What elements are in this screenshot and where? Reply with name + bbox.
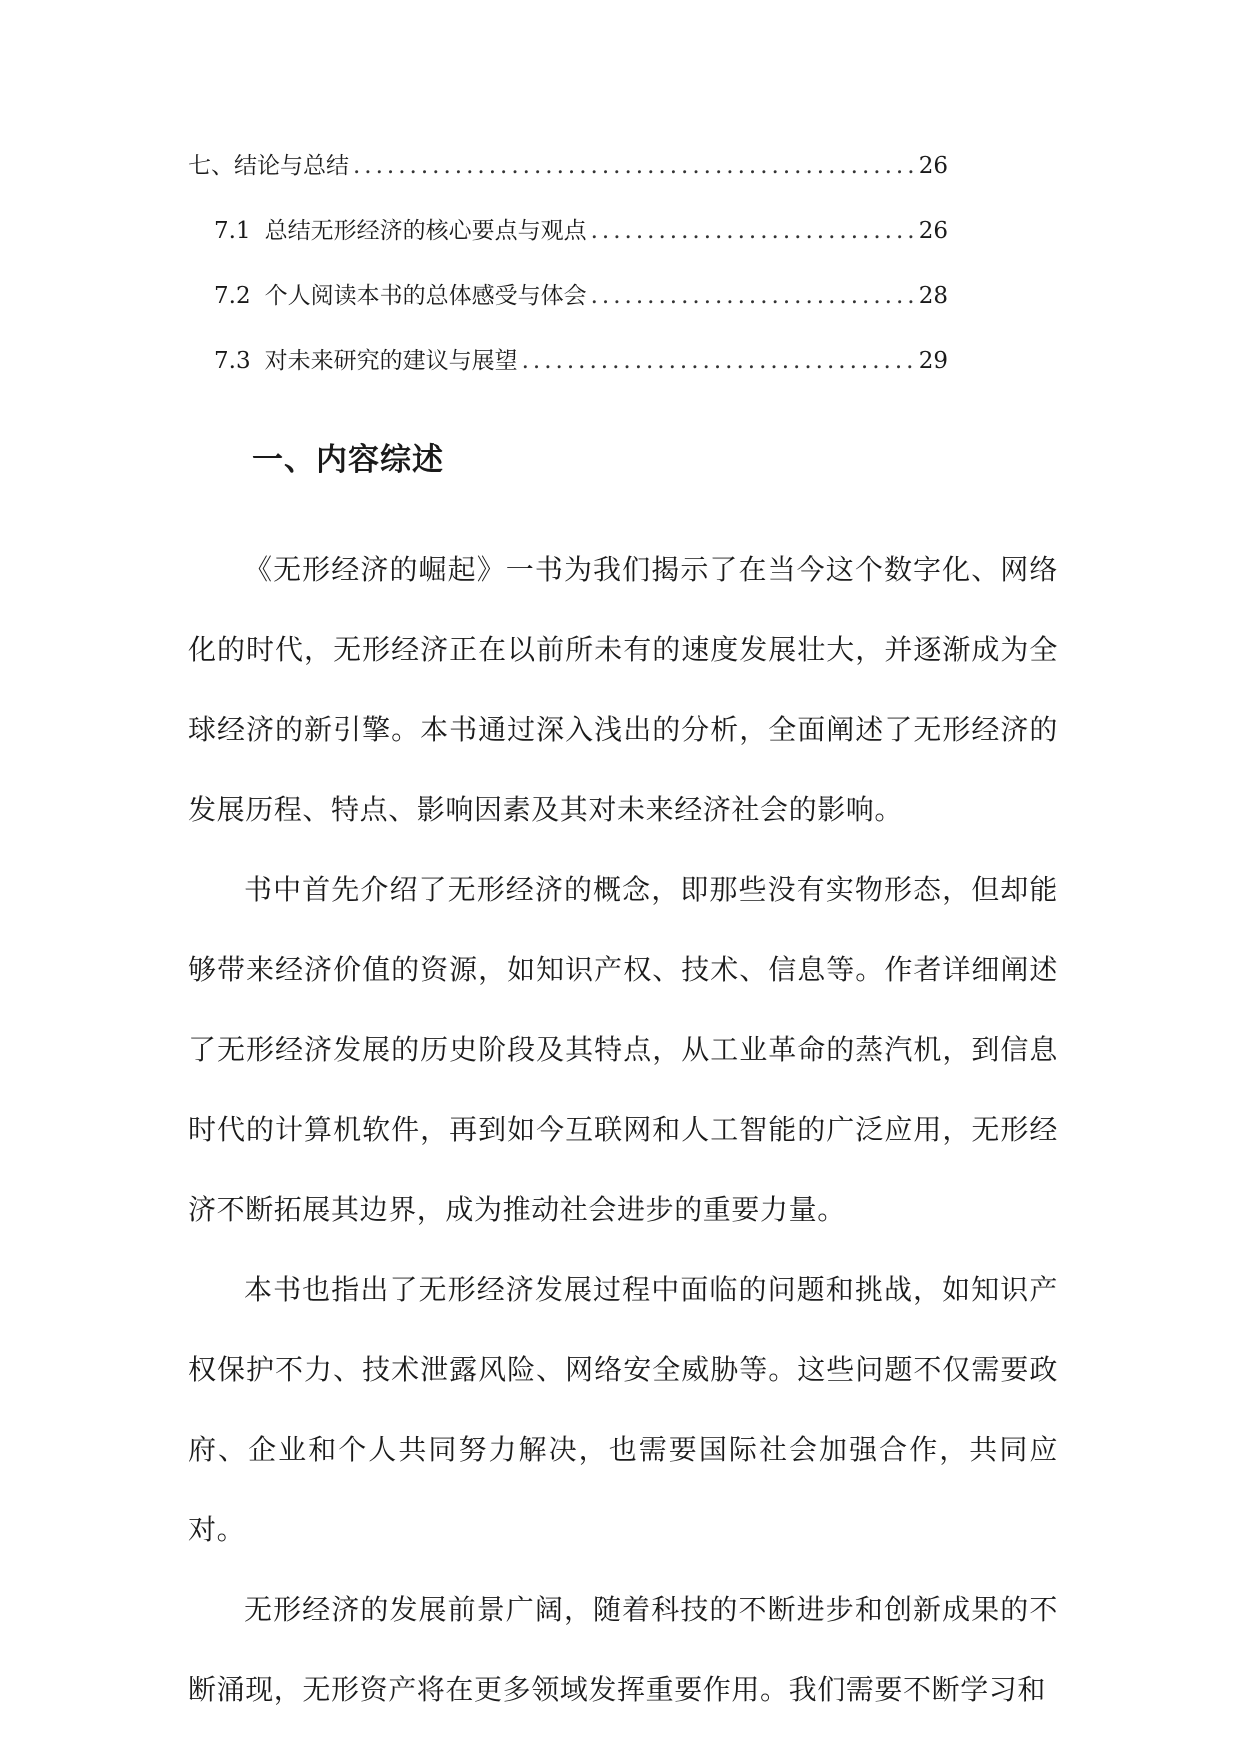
toc-entry-number: 7.2 (214, 283, 251, 309)
toc-entry-number: 七、 (188, 153, 234, 179)
section-heading: 一、内容综述 (252, 442, 444, 478)
toc-entry-page: 28 (918, 283, 948, 309)
toc-dot-leader (522, 341, 915, 381)
toc-entry-page: 29 (918, 348, 948, 374)
toc-entry-title: 结论与总结 (234, 153, 349, 179)
body-paragraph: 书中首先介绍了无形经济的概念，即那些没有实物形态，但却能够带来经济价值的资源，如知识产权、技术、信息等。作者详细阐述了无形经济发展的历史阶段及其特点，从工业革命的蒸汽机，到信息时代的计算机软件，再到如今互联网和人工智能的广泛应用，无形经济不断拓展其边界，成为推动社会进步的重要力量。 (188, 873, 1058, 1226)
toc-entry-number: 7.1 (214, 218, 251, 244)
body-paragraph: 无形经济的发展前景广阔，随着科技的不断进步和创新成果的不断涌现，无形资产将在更多领域发挥重要作用。我们需要不断学习和 (188, 1593, 1058, 1706)
toc-entry-page: 26 (918, 218, 948, 244)
toc-entry-number: 7.3 (214, 348, 251, 374)
toc-entry-title: 个人阅读本书的总体感受与体会 (264, 283, 587, 309)
toc-entry-7-2[interactable] (188, 276, 948, 341)
section-body (188, 530, 1058, 1730)
table-of-contents (188, 146, 948, 406)
toc-entry-7-3[interactable] (188, 341, 948, 406)
body-paragraph: 本书也指出了无形经济发展过程中面临的问题和挑战，如知识产权保护不力、技术泄露风险、网络安全威胁等。这些问题不仅需要政府、企业和个人共同努力解决，也需要国际社会加强合作，共同应对。 (188, 1273, 1058, 1546)
toc-dot-leader (591, 276, 915, 316)
toc-dot-leader (353, 146, 915, 186)
toc-dot-leader (591, 211, 915, 251)
toc-entry-7[interactable] (188, 146, 948, 211)
body-paragraph: 《无形经济的崛起》一书为我们揭示了在当今这个数字化、网络化的时代，无形经济正在以前所未有的速度发展壮大，并逐渐成为全球经济的新引擎。本书通过深入浅出的分析，全面阐述了无形经济的发展历程、特点、影响因素及其对未来经济社会的影响。 (188, 553, 1058, 826)
toc-entry-page: 26 (918, 153, 948, 179)
toc-entry-title: 对未来研究的建议与展望 (264, 348, 518, 374)
toc-entry-7-1[interactable] (188, 211, 948, 276)
toc-entry-title: 总结无形经济的核心要点与观点 (264, 218, 587, 244)
